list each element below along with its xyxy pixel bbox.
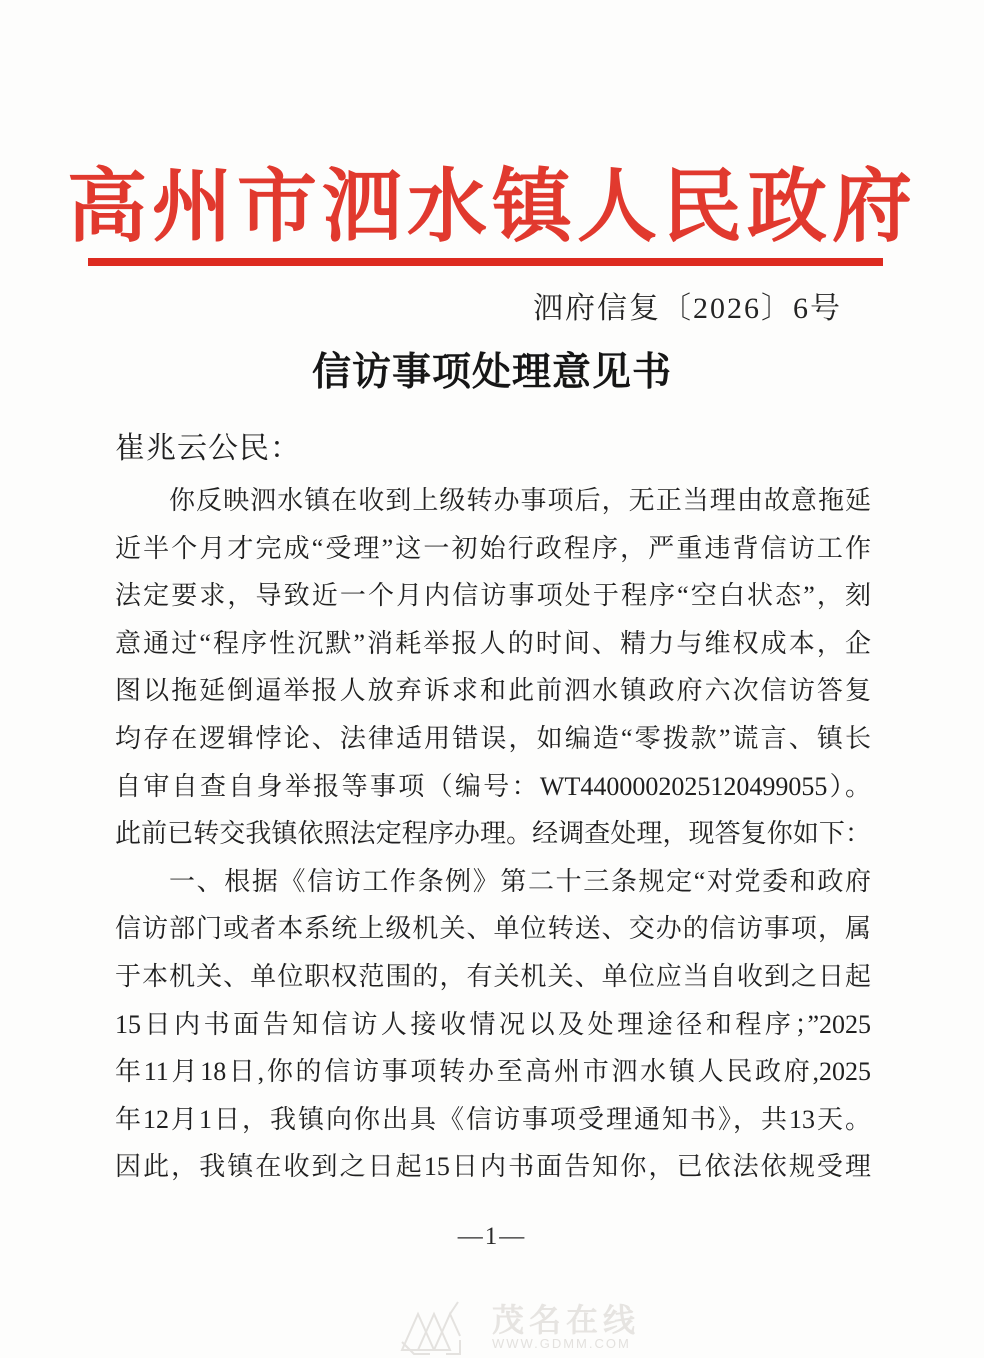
body-line: 近半个月才完成“受理”这一初始行政程序，严重违背信访工作 bbox=[115, 533, 871, 563]
watermark-url: WWW.GDMM.COM bbox=[492, 1336, 631, 1351]
body-line: 图以拖延倒逼举报人放弃诉求和此前泗水镇政府六次信访答复 bbox=[115, 676, 871, 706]
body-line: 一、根据《信访工作条例》第二十三条规定“对党委和政府 bbox=[169, 866, 871, 896]
letterhead-title: 高州市泗水镇人民政府 bbox=[67, 164, 917, 252]
body-text bbox=[115, 477, 871, 1191]
watermark bbox=[400, 1300, 640, 1356]
body-line: 意通过“程序性沉默”消耗举报人的时间、精力与维权成本，企 bbox=[115, 628, 871, 658]
body-line: 年12月1日，我镇向你出具《信访事项受理通知书》，共13天。 bbox=[115, 1104, 871, 1134]
body-line: 此前已转交我镇依照法定程序办理。经调查处理，现答复你如下： bbox=[115, 819, 871, 849]
watermark-name: 茂名在线 bbox=[492, 1302, 641, 1338]
body-line: 自审自查自身举报等事项（编号：WT4400002025120499055）。 bbox=[115, 771, 871, 801]
body-line: 均存在逻辑悖论、法律适用错误，如编造“零拨款”谎言、镇长 bbox=[115, 723, 871, 753]
body-line: 年11月18日,你的信访事项转办至高州市泗水镇人民政府,2025 bbox=[115, 1057, 871, 1087]
letterhead-rule bbox=[88, 258, 883, 266]
watermark-logo-icon bbox=[400, 1300, 478, 1356]
salutation: 崔兆云公民： bbox=[115, 432, 301, 465]
body-line: 你反映泗水镇在收到上级转办事项后，无正当理由故意拖延 bbox=[169, 486, 871, 515]
body-line: 因此，我镇在收到之日起15日内书面告知你，已依法依规受理 bbox=[115, 1152, 871, 1182]
body-line: 于本机关、单位职权范围的，有关机关、单位应当自收到之日起 bbox=[115, 961, 871, 991]
body-line: 15日内书面告知信访人接收情况以及处理途径和程序；”2025 bbox=[115, 1009, 871, 1039]
page-number: —1— bbox=[457, 1223, 527, 1250]
body-line: 信访部门或者本系统上级机关、单位转送、交办的信访事项，属 bbox=[115, 914, 871, 944]
watermark-text bbox=[492, 1304, 640, 1352]
document-number: 泗府信复〔2026〕6号 bbox=[533, 292, 842, 325]
page-title: 信访事项处理意见书 bbox=[311, 351, 672, 394]
body-line: 法定要求，导致近一个月内信访事项处于程序“空白状态”，刻 bbox=[115, 581, 871, 611]
